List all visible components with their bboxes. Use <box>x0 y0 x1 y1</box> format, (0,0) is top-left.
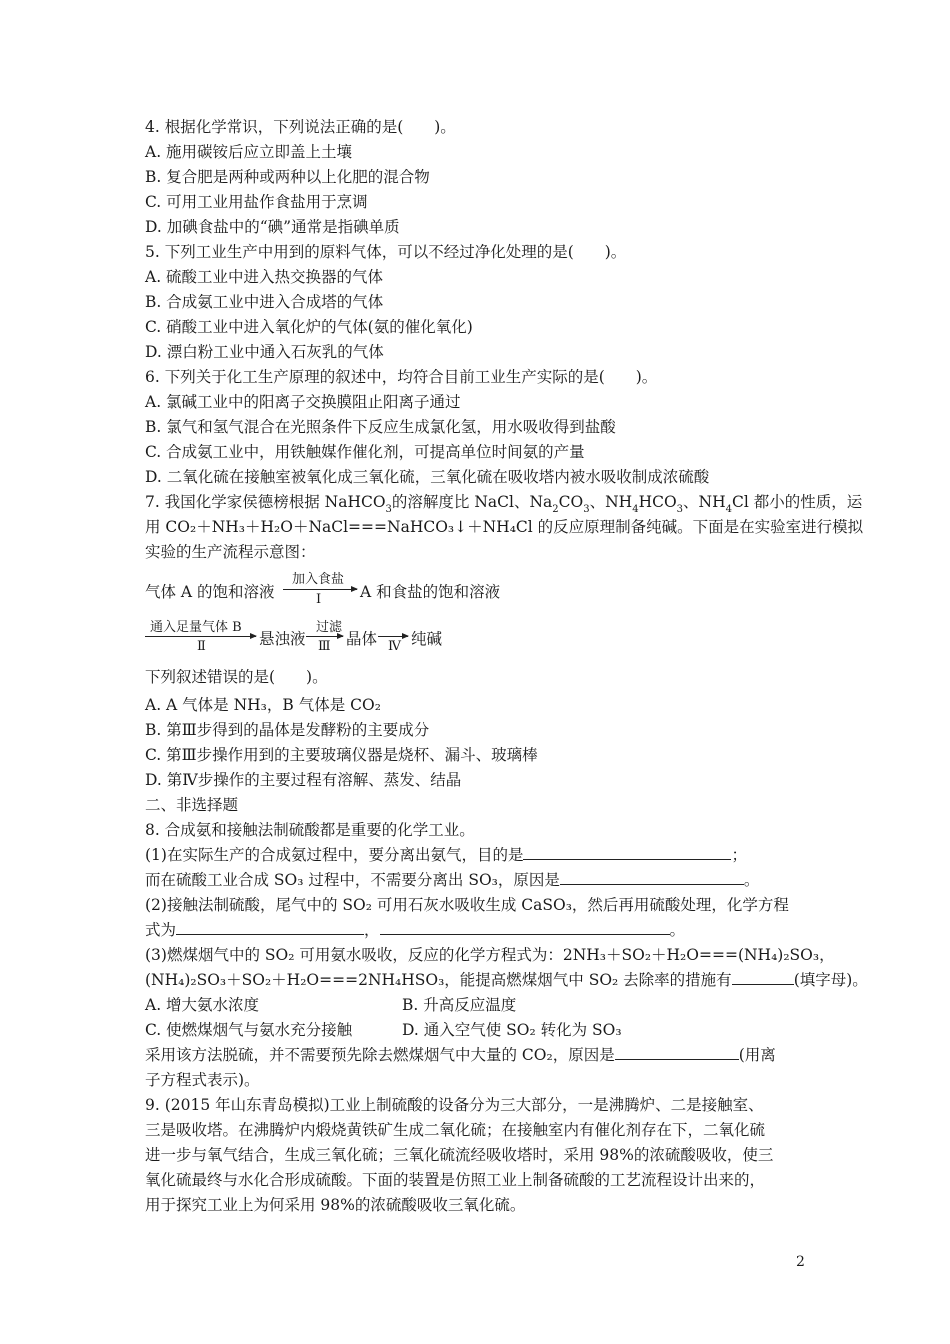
q8-options-row1: A. 增大氨水浓度 B. 升高反应温度 <box>145 996 517 1014</box>
q6-option-c: C. 合成氨工业中，用铁触媒作催化剂，可提高单位时间氨的产量 <box>145 443 585 461</box>
flow-node-suspension: 悬浊液 <box>259 630 306 648</box>
answer-blank-4[interactable] <box>380 920 670 935</box>
flow-step1-label: 加入食盐 <box>292 572 345 587</box>
q4-option-b: B. 复合肥是两种或两种以上化肥的混合物 <box>145 168 430 186</box>
q4-stem: 4. 根据化学常识，下列说法正确的是( )。 <box>145 118 456 136</box>
q7-stem-line1: 7. 我国化学家侯德榜根据 NaHCO$_3$的溶解度比 NaCl、$Na_2CO_3$、$NH_4HCO_3$、$NH_4Cl$ 都小的性质，运 <box>145 493 863 515</box>
flow-step4-number: Ⅳ <box>388 639 401 654</box>
flow-step3-number: Ⅲ <box>318 639 331 654</box>
q8-options-row2: C. 使燃煤烟气与氨水充分接触 D. 通入空气使 SO₂ 转化为 SO₃ <box>145 1021 622 1039</box>
q9-line3: 进一步与氧气结合，生成三氧化硫；三氧化硫流经吸收塔时，采用 98%的浓硫酸吸收，使三 <box>145 1146 774 1164</box>
flow-step1-number: Ⅰ <box>316 592 322 607</box>
q9-line1: 9. (2015 年山东青岛模拟)工业上制硫酸的设备分为三大部分，一是沸腾炉、二是接触室、 <box>145 1096 764 1114</box>
page-number: 2 <box>796 1254 805 1270</box>
q9-line5: 用于探究工业上为何采用 98%的浓硫酸吸收三氧化硫。 <box>145 1196 526 1214</box>
q6-option-a: A. 氯碱工业中的阳离子交换膜阻止阳离子通过 <box>145 393 461 411</box>
q7-ask: 下列叙述错误的是( )。 <box>145 668 328 686</box>
q8-part1-line1: (1)在实际生产的合成氨过程中，要分离出氨气，目的是 ； <box>145 846 747 864</box>
flow-arrow-2 <box>145 636 256 637</box>
q9-line4: 氧化硫最终与水化合形成硫酸。下面的装置是仿照工业上制备硫酸的工艺流程设计出来的， <box>145 1171 766 1189</box>
q5-option-d: D. 漂白粉工业中通入石灰乳的气体 <box>145 343 384 361</box>
q5-option-a: A. 硫酸工业中进入热交换器的气体 <box>145 268 384 286</box>
q8-stem: 8. 合成氨和接触法制硫酸都是重要的化学工业。 <box>145 821 475 839</box>
flow-arrow-3 <box>306 636 343 637</box>
flow-node-crystal: 晶体 <box>346 630 378 648</box>
q7-option-c: C. 第Ⅲ步操作用到的主要玻璃仪器是烧杯、漏斗、玻璃棒 <box>145 746 538 764</box>
q7-stem-line2: 用 CO₂＋NH₃＋H₂O＋NaCl===NaHCO₃↓＋NH₄Cl 的反应原理制备纯碱。下面是在实验室进行模拟 <box>145 518 864 536</box>
q8-part3-line4: 子方程式表示)。 <box>145 1071 260 1089</box>
flow-step2-number: Ⅱ <box>197 639 206 654</box>
q4-option-d: D. 加碘食盐中的“碘”通常是指碘单质 <box>145 218 400 236</box>
flow-arrow-1 <box>283 589 357 590</box>
q8-part1-line2: 而在硫酸工业合成 SO₃ 过程中，不需要分离出 SO₃，原因是 。 <box>145 871 760 889</box>
q8-part2-line1: (2)接触法制硫酸，尾气中的 SO₂ 可用石灰水吸收生成 CaSO₃，然后再用硫酸处理，化学方程 <box>145 896 789 914</box>
q4-option-c: C. 可用工业用盐作食盐用于烹调 <box>145 193 368 211</box>
q8-part3-line3: 采用该方法脱硫，并不需要预先除去燃煤烟气中大量的 CO₂，原因是 (用离 <box>145 1046 776 1064</box>
q7-option-a: A. A 气体是 NH₃，B 气体是 CO₂ <box>145 696 381 714</box>
flow-step3-label: 过滤 <box>316 620 343 635</box>
q7-option-d: D. 第Ⅳ步操作的主要过程有溶解、蒸发、结晶 <box>145 771 462 789</box>
flow-node-soda-ash: 纯碱 <box>411 630 443 648</box>
q4-option-a: A. 施用碳铵后应立即盖上土壤 <box>145 143 353 161</box>
q9-line2: 三是吸收塔。在沸腾炉内煅烧黄铁矿生成二氧化硫；在接触室内有催化剂存在下，二氧化硫 <box>145 1121 766 1139</box>
q6-option-d: D. 二氧化硫在接触室被氧化成三氧化硫，三氧化硫在吸收塔内被水吸收制成浓硫酸 <box>145 468 710 486</box>
answer-blank-2[interactable] <box>560 870 744 885</box>
q7-stem-line3: 实验的生产流程示意图： <box>145 543 316 561</box>
q5-option-c: C. 硝酸工业中进入氧化炉的气体(氨的催化氧化) <box>145 318 473 336</box>
answer-blank-6[interactable] <box>615 1045 739 1060</box>
flow-arrow-4 <box>378 636 408 637</box>
q5-option-b: B. 合成氨工业中进入合成塔的气体 <box>145 293 384 311</box>
q5-stem: 5. 下列工业生产中用到的原料气体，可以不经过净化处理的是( )。 <box>145 243 627 261</box>
q6-stem: 6. 下列关于化工生产原理的叙述中，均符合目前工业生产实际的是( )。 <box>145 368 658 386</box>
flow-node-gas-a-solution: 气体 A 的饱和溶液 <box>145 583 275 601</box>
flow-node-a-salt-solution: A 和食盐的饱和溶液 <box>360 583 501 601</box>
q8-part3-line2: (NH₄)₂SO₃＋SO₂＋H₂O===2NH₄HSO₃，能提高燃煤烟气中 SO₂ 去除率的措施有 (填字母)。 <box>145 971 868 989</box>
section-heading: 二、非选择题 <box>145 796 239 814</box>
answer-blank-1[interactable] <box>523 845 731 860</box>
q6-option-b: B. 氯气和氢气混合在光照条件下反应生成氯化氢，用水吸收得到盐酸 <box>145 418 616 436</box>
answer-blank-3[interactable] <box>176 920 364 935</box>
q8-part2-line2: 式为 ， 。 <box>145 921 686 939</box>
flow-step2-label: 通入足量气体 B <box>150 620 242 635</box>
answer-blank-5[interactable] <box>732 970 794 985</box>
q7-option-b: B. 第Ⅲ步得到的晶体是发酵粉的主要成分 <box>145 721 430 739</box>
q8-part3-line1: (3)燃煤烟气中的 SO₂ 可用氨水吸收，反应的化学方程式为：2NH₃＋SO₂＋H₂O===(NH₄)₂SO₃， <box>145 946 835 964</box>
